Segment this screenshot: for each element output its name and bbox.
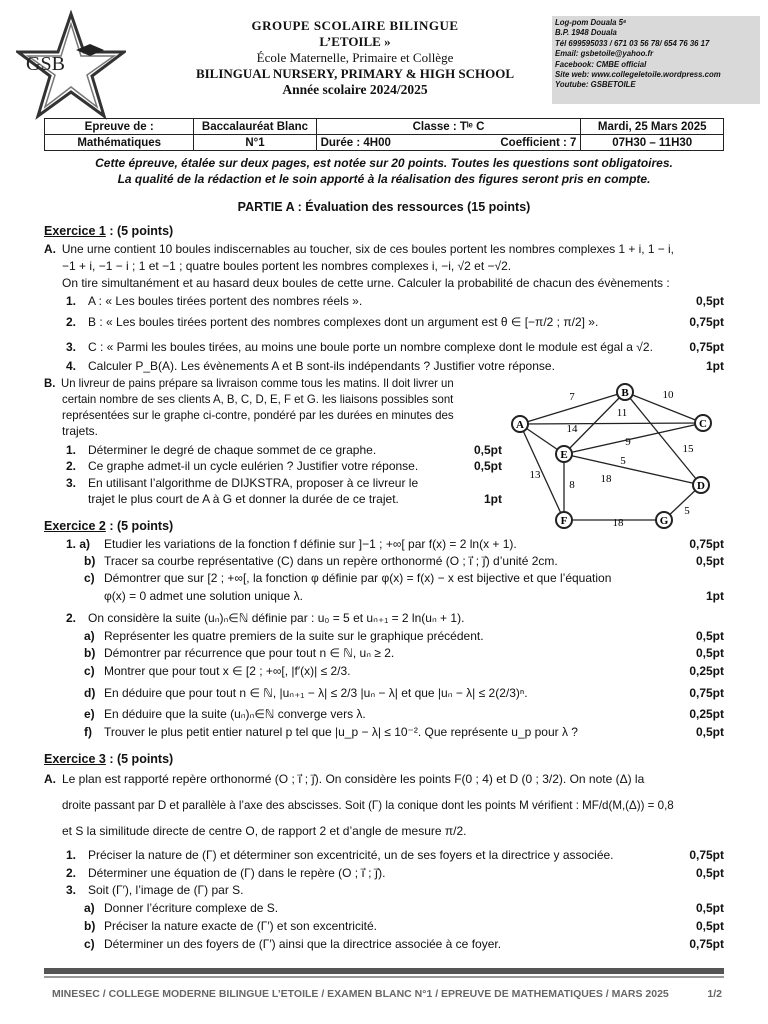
question-line	[66, 476, 418, 490]
exam-info-table	[44, 118, 724, 151]
question-text: On tire simultanément et au hasard deux boules de cette urne. Calculer la probabilité de chacun des évènements :	[62, 276, 670, 290]
question-text: En déduire que la suite (uₙ)ₙ∈ℕ converge vers λ.	[104, 707, 366, 721]
question-text: Soit (Γ′), l’image de (Γ) par S.	[88, 883, 244, 897]
question-line	[88, 492, 399, 506]
points-value: 0,5pt	[695, 725, 724, 739]
question-number: 2.	[66, 611, 77, 625]
question-text: B : « Les boules tirées portent des nombres complexes dont un argument est θ ∈ [−π/2 ; π/2] ».	[88, 315, 599, 329]
points-value: 0,75pt	[689, 937, 724, 951]
question-text: Un livreur de pains prépare sa livraison comme tous les matins. Il doit livrer un	[61, 376, 454, 390]
points-value: 0,25pt	[689, 664, 724, 678]
question-number: e)	[84, 707, 95, 721]
question-number: b)	[84, 554, 96, 568]
question-number: 3.	[66, 476, 77, 490]
school-name-line3: École Maternelle, Primaire et Collège	[256, 50, 454, 65]
question-text: On considère la suite (uₙ)ₙ∈ℕ définie par : u₀ = 5 et uₙ₊₁ = 2 ln(uₙ + 1).	[88, 611, 465, 625]
points-value: 0,25pt	[689, 707, 724, 721]
question-line	[66, 443, 376, 457]
intro-line: Cette épreuve, étalée sur deux pages, est notée sur 20 points. Toutes les questions sont obligatoires.	[95, 156, 673, 170]
question-text: Une urne contient 10 boules indiscernables au toucher, six de ces boules portent les nombres complexes 1 + i, 1 − i,	[61, 242, 674, 256]
question-number: 1.	[66, 848, 77, 862]
info-cell: N°1	[194, 135, 316, 151]
question-number: b)	[84, 919, 96, 933]
question-text: φ(x) = 0 admet une solution unique λ.	[104, 589, 303, 603]
question-line	[84, 664, 351, 678]
exercise-title-label: Exercice 1	[44, 224, 106, 238]
edge-weight: 13	[529, 469, 541, 481]
edge-weight: 7	[569, 391, 575, 403]
points-value: 0,5pt	[695, 629, 724, 643]
contact-email: Email: gsbetoile@yahoo.fr	[555, 49, 654, 59]
graph-node-label: D	[697, 480, 705, 492]
question-text: et S la similitude directe de centre O, de rapport 2 et d’angle de mesure π/2.	[62, 824, 467, 838]
question-number: 4.	[66, 359, 77, 373]
question-line	[66, 537, 517, 551]
question-text: Donner l’écriture complexe de S.	[104, 901, 279, 915]
info-cell: Mardi, 25 Mars 2025	[581, 119, 724, 135]
info-cell: 07H30 – 11H30	[581, 135, 724, 151]
page-footer	[52, 988, 722, 1000]
question-text: Déterminer une équation de (Γ) dans le repère (O ; i⃗ ; j⃗).	[88, 866, 386, 880]
question-line	[84, 725, 578, 739]
logo-text: GSB	[26, 53, 65, 75]
question-number: 2.	[66, 866, 77, 880]
points-value: 0,5pt	[695, 866, 724, 880]
question-number: c)	[84, 571, 95, 585]
school-logo	[16, 10, 126, 120]
question-text: trajet le plus court de A à G et donner la durée de ce trajet.	[88, 492, 399, 506]
graph-edge	[520, 423, 703, 424]
question-text: représentées sur le graphe ci-contre, pondéré par les durées en minutes des	[62, 408, 454, 422]
question-text: −1 + i, −1 − i ; 1 et −1 ; quatre boules portent les nombres complexes i, −i, √2 et −√2.	[62, 259, 512, 273]
question-number: 2.	[66, 459, 77, 473]
question-text: En utilisant l’algorithme de DIJKSTRA, proposer à ce livreur le	[88, 476, 419, 490]
question-line	[44, 376, 454, 390]
info-cell: Epreuve de :	[45, 119, 194, 135]
question-text: Montrer que pour tout x ∈ [2 ; +∞[, |f′(x)| ≤ 2/3.	[104, 664, 351, 678]
question-number: a)	[84, 901, 95, 915]
graph-node-label: G	[659, 515, 669, 527]
question-line	[84, 901, 278, 915]
contact-line: Log-pom Douala 5ᵉ	[555, 18, 627, 27]
points-value: 1pt	[706, 359, 724, 373]
school-name-line1: GROUPE SCOLAIRE BILINGUE	[251, 18, 459, 33]
question-line	[84, 707, 366, 721]
question-line	[84, 937, 501, 951]
school-name-line2: L’ETOILE »	[319, 34, 391, 49]
info-cell: Mathématiques	[45, 135, 194, 151]
question-text: Démontrer que sur [2 ; +∞[, la fonction φ définie par φ(x) = f(x) − x est bijective et que l’équation	[104, 571, 612, 585]
question-line	[44, 242, 674, 256]
footer-text: MINESEC / COLLEGE MODERNE BILINGUE L’ETOILE / EXAMEN BLANC N°1 / EPREUVE DE MATHEMATIQUES / MARS 2025	[52, 988, 669, 1000]
exercise-title-label: Exercice 2	[44, 519, 106, 533]
question-text: Etudier les variations de la fonction f définie sur ]−1 ; +∞[ par f(x) = 2 ln(x + 1).	[104, 537, 517, 551]
points-value: 0,75pt	[689, 537, 724, 551]
info-cell: Durée : 4H00	[316, 135, 444, 151]
edge-weight: 11	[616, 407, 628, 419]
school-year: Année scolaire 2024/2025	[282, 82, 428, 97]
info-cell: Coefficient : 7	[444, 135, 581, 151]
edge-weight: 8	[569, 479, 575, 491]
info-cell: Classe : Tˡᵉ C	[316, 119, 581, 135]
question-text: Représenter les quatre premiers de la suite sur le graphique précédent.	[104, 629, 484, 643]
page-number: 1/2	[707, 988, 722, 1000]
question-number: 2.	[66, 315, 77, 329]
question-text: trajets.	[62, 424, 99, 438]
contact-line: Facebook: CMBE official	[555, 59, 647, 69]
question-line	[66, 359, 555, 373]
question-line	[84, 571, 611, 585]
question-number: d)	[84, 686, 96, 700]
school-header	[170, 18, 540, 98]
weighted-graph	[510, 378, 730, 530]
question-line	[62, 408, 454, 422]
contact-line: Site web: www.collegeletoile.wordpress.com	[555, 70, 721, 80]
question-line	[84, 554, 558, 568]
question-text: Déterminer le degré de chaque sommet de ce graphe.	[88, 443, 377, 457]
question-line	[66, 315, 598, 329]
question-line	[66, 611, 464, 625]
exercise-2-body	[44, 537, 724, 747]
intro-line: La qualité de la rédaction et le soin apporté à la réalisation des figures seront pris en compte.	[117, 172, 651, 186]
exercise-2-title	[44, 519, 173, 533]
question-text: Déterminer un des foyers de (Γ′) ainsi que la directrice associée à ce foyer.	[104, 937, 502, 951]
question-text: certain nombre de ses clients A, B, C, D, E, F et G. les liaisons possibles sont	[62, 392, 454, 406]
question-number: 1.	[66, 294, 77, 308]
graph-edge	[564, 454, 701, 485]
edge-weight: 10	[662, 389, 674, 401]
question-text: Calculer P_B(A). Les évènements A et B sont-ils indépendants ? Justifier votre réponse.	[88, 359, 555, 373]
question-text: droite passant par D et parallèle à l’axe des abscisses. Soit (Γ) la conique dont les points M vérifient : MF/d(M,(Δ)) = 0,8	[62, 798, 674, 812]
question-number: 1.	[66, 443, 77, 457]
points-value: 0,5pt	[473, 459, 502, 473]
question-number: A.	[44, 772, 56, 786]
points-value: 0,75pt	[689, 315, 724, 329]
graph-node-label: C	[699, 418, 707, 430]
question-text: Trouver le plus petit entier naturel p tel que |u_p − λ| ≤ 10⁻². Que représente u_p pour λ ?	[104, 725, 578, 739]
question-line	[84, 646, 394, 660]
contact-line: Tél 699595033 / 671 03 56 78/ 654 76 36 17	[555, 38, 710, 48]
question-line	[66, 883, 244, 897]
school-name-line4: BILINGUAL NURSERY, PRIMARY & HIGH SCHOOL	[195, 66, 515, 81]
question-text: C : « Parmi les boules tirées, au moins une boule porte un nombre complexe dont le module est égal a √2.	[88, 340, 653, 354]
question-line	[84, 919, 377, 933]
exercise-3-title	[44, 752, 173, 766]
graph-node-label: B	[621, 387, 629, 399]
question-number: 1. a)	[66, 537, 91, 551]
question-line	[104, 589, 303, 603]
exercise-3-body	[44, 772, 724, 962]
edge-weight: 5	[620, 455, 626, 467]
question-line	[66, 340, 653, 354]
edge-weight: 18	[612, 517, 624, 529]
question-line	[62, 276, 670, 290]
graph-node-label: E	[560, 449, 568, 461]
question-text: Tracer sa courbe représentative (C) dans un repère orthonormé (O ; i⃗ ; j⃗) d’unité 2cm.	[104, 554, 558, 568]
question-text: Préciser la nature de (Γ) et déterminer son excentricité, un de ses foyers et la directrice y associée.	[88, 848, 614, 862]
exercise-points: : (5 points)	[105, 752, 174, 766]
edge-weight: 9	[625, 436, 631, 448]
footer-divider-thin	[44, 976, 724, 978]
question-text: Démontrer par récurrence que pour tout n ∈ ℕ, uₙ ≥ 2.	[104, 646, 395, 660]
question-line	[66, 848, 614, 862]
question-text: Le plan est rapporté repère orthonormé (O ; i⃗ ; j⃗). On considère les points F(0 ; 4) et D (0 ; 3/2). On note (Δ) la	[62, 772, 645, 786]
exercise-points: : (5 points)	[105, 519, 174, 533]
info-cell: Baccalauréat Blanc	[194, 119, 316, 135]
contact-box	[552, 16, 760, 104]
points-value: 1pt	[706, 589, 724, 603]
question-number: 3.	[66, 883, 77, 897]
question-number: 3.	[66, 340, 77, 354]
question-line	[66, 459, 418, 473]
contact-line: Youtube: GSBETOILE	[555, 80, 636, 90]
edge-weight: 15	[682, 443, 694, 455]
graph-node-label: A	[516, 419, 524, 431]
question-number: c)	[84, 664, 95, 678]
points-value: 0,5pt	[695, 646, 724, 660]
question-line	[44, 772, 644, 786]
question-number: B.	[44, 376, 56, 390]
exercise-title-label: Exercice 3	[44, 752, 106, 766]
question-line	[62, 824, 467, 838]
exercise-points: : (5 points)	[105, 224, 174, 238]
question-line	[66, 866, 385, 880]
points-value: 0,5pt	[473, 443, 502, 457]
question-number: f)	[84, 725, 92, 739]
question-line	[84, 629, 484, 643]
question-line	[84, 686, 528, 700]
points-value: 0,5pt	[695, 919, 724, 933]
points-value: 0,75pt	[689, 340, 724, 354]
points-value: 0,5pt	[695, 294, 724, 308]
question-text: Préciser la nature exacte de (Γ′) et son excentricité.	[104, 919, 377, 933]
points-value: 0,5pt	[695, 901, 724, 915]
part-a-title: PARTIE A : Évaluation des ressources (15 points)	[237, 200, 531, 214]
question-number: a)	[84, 629, 95, 643]
points-value: 1pt	[484, 492, 502, 506]
points-value: 0,75pt	[689, 686, 724, 700]
question-line	[66, 294, 362, 308]
points-value: 0,75pt	[689, 848, 724, 862]
contact-line: B.P. 1948 Douala	[555, 28, 617, 38]
question-number: b)	[84, 646, 96, 660]
footer-divider	[44, 968, 724, 974]
question-line	[62, 424, 98, 438]
edge-weight: 18	[600, 473, 612, 485]
graph-node-label: F	[560, 515, 568, 527]
question-line	[62, 259, 511, 273]
edge-weight: 14	[566, 423, 578, 435]
question-text: A : « Les boules tirées portent des nombres réels ».	[88, 294, 363, 308]
question-text: En déduire que pour tout n ∈ ℕ, |uₙ₊₁ − λ| ≤ 2/3 |uₙ − λ| et que |uₙ − λ| ≤ 2(2/3)ⁿ.	[104, 686, 528, 700]
question-number: c)	[84, 937, 95, 951]
points-value: 0,5pt	[695, 554, 724, 568]
exercise-1-title	[44, 224, 173, 238]
question-line	[62, 798, 674, 812]
question-text: Ce graphe admet-il un cycle eulérien ? Justifier votre réponse.	[88, 459, 419, 473]
question-line	[62, 392, 453, 406]
edge-weight: 5	[684, 505, 690, 517]
question-number: A.	[44, 242, 56, 256]
